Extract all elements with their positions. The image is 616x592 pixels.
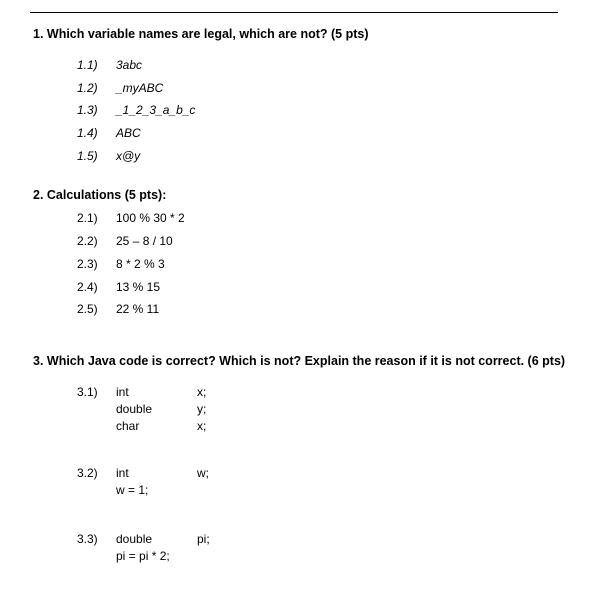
q1-item-text: ABC <box>116 126 141 140</box>
question-2-heading: 2. Calculations (5 pts): <box>33 188 167 202</box>
q1-item-number: 1.4) <box>77 126 98 140</box>
q2-item-number: 2.1) <box>77 211 98 225</box>
code-type: double <box>116 532 153 546</box>
q2-item-text: 8 * 2 % 3 <box>116 257 165 271</box>
code-variable: x; <box>197 419 207 433</box>
q1-item-number: 1.2) <box>77 81 98 95</box>
q2-item-text: 22 % 11 <box>116 302 160 316</box>
question-3-heading: 3. Which Java code is correct? Which is not? Explain the reason if it is not correct. (6 pts) <box>33 354 566 368</box>
code-variable: w; <box>197 466 209 480</box>
q2-item-number: 2.3) <box>77 257 98 271</box>
q1-item-text: _myABC <box>116 81 164 95</box>
code-variable: y; <box>197 402 207 416</box>
code-type: int <box>116 466 129 480</box>
q3-item-number: 3.1) <box>77 385 98 399</box>
q1-item-number: 1.5) <box>77 149 98 163</box>
q3-item-number: 3.2) <box>77 466 98 480</box>
q1-item-number: 1.1) <box>77 58 98 72</box>
top-rule <box>30 12 558 13</box>
code-type: int <box>116 385 129 399</box>
code-variable: pi; <box>197 532 210 546</box>
q1-item-number: 1.3) <box>77 103 98 117</box>
question-1-heading: 1. Which variable names are legal, which are not? (5 pts) <box>33 27 369 41</box>
code-type: double <box>116 402 153 416</box>
code-statement: pi = pi * 2; <box>116 549 170 563</box>
code-statement: w = 1; <box>116 483 149 497</box>
q2-item-text: 100 % 30 * 2 <box>116 211 185 225</box>
q1-item-text: x@y <box>116 149 141 163</box>
q2-item-number: 2.2) <box>77 234 98 248</box>
q3-item-number: 3.3) <box>77 532 98 546</box>
q2-item-text: 25 – 8 / 10 <box>116 234 173 248</box>
q2-item-number: 2.4) <box>77 280 98 294</box>
q1-item-text: _1_2_3_a_b_c <box>116 103 196 117</box>
q2-item-text: 13 % 15 <box>116 280 161 294</box>
q2-item-number: 2.5) <box>77 302 98 316</box>
q1-item-text: 3abc <box>116 58 143 72</box>
code-type: char <box>116 419 140 433</box>
code-variable: x; <box>197 385 207 399</box>
